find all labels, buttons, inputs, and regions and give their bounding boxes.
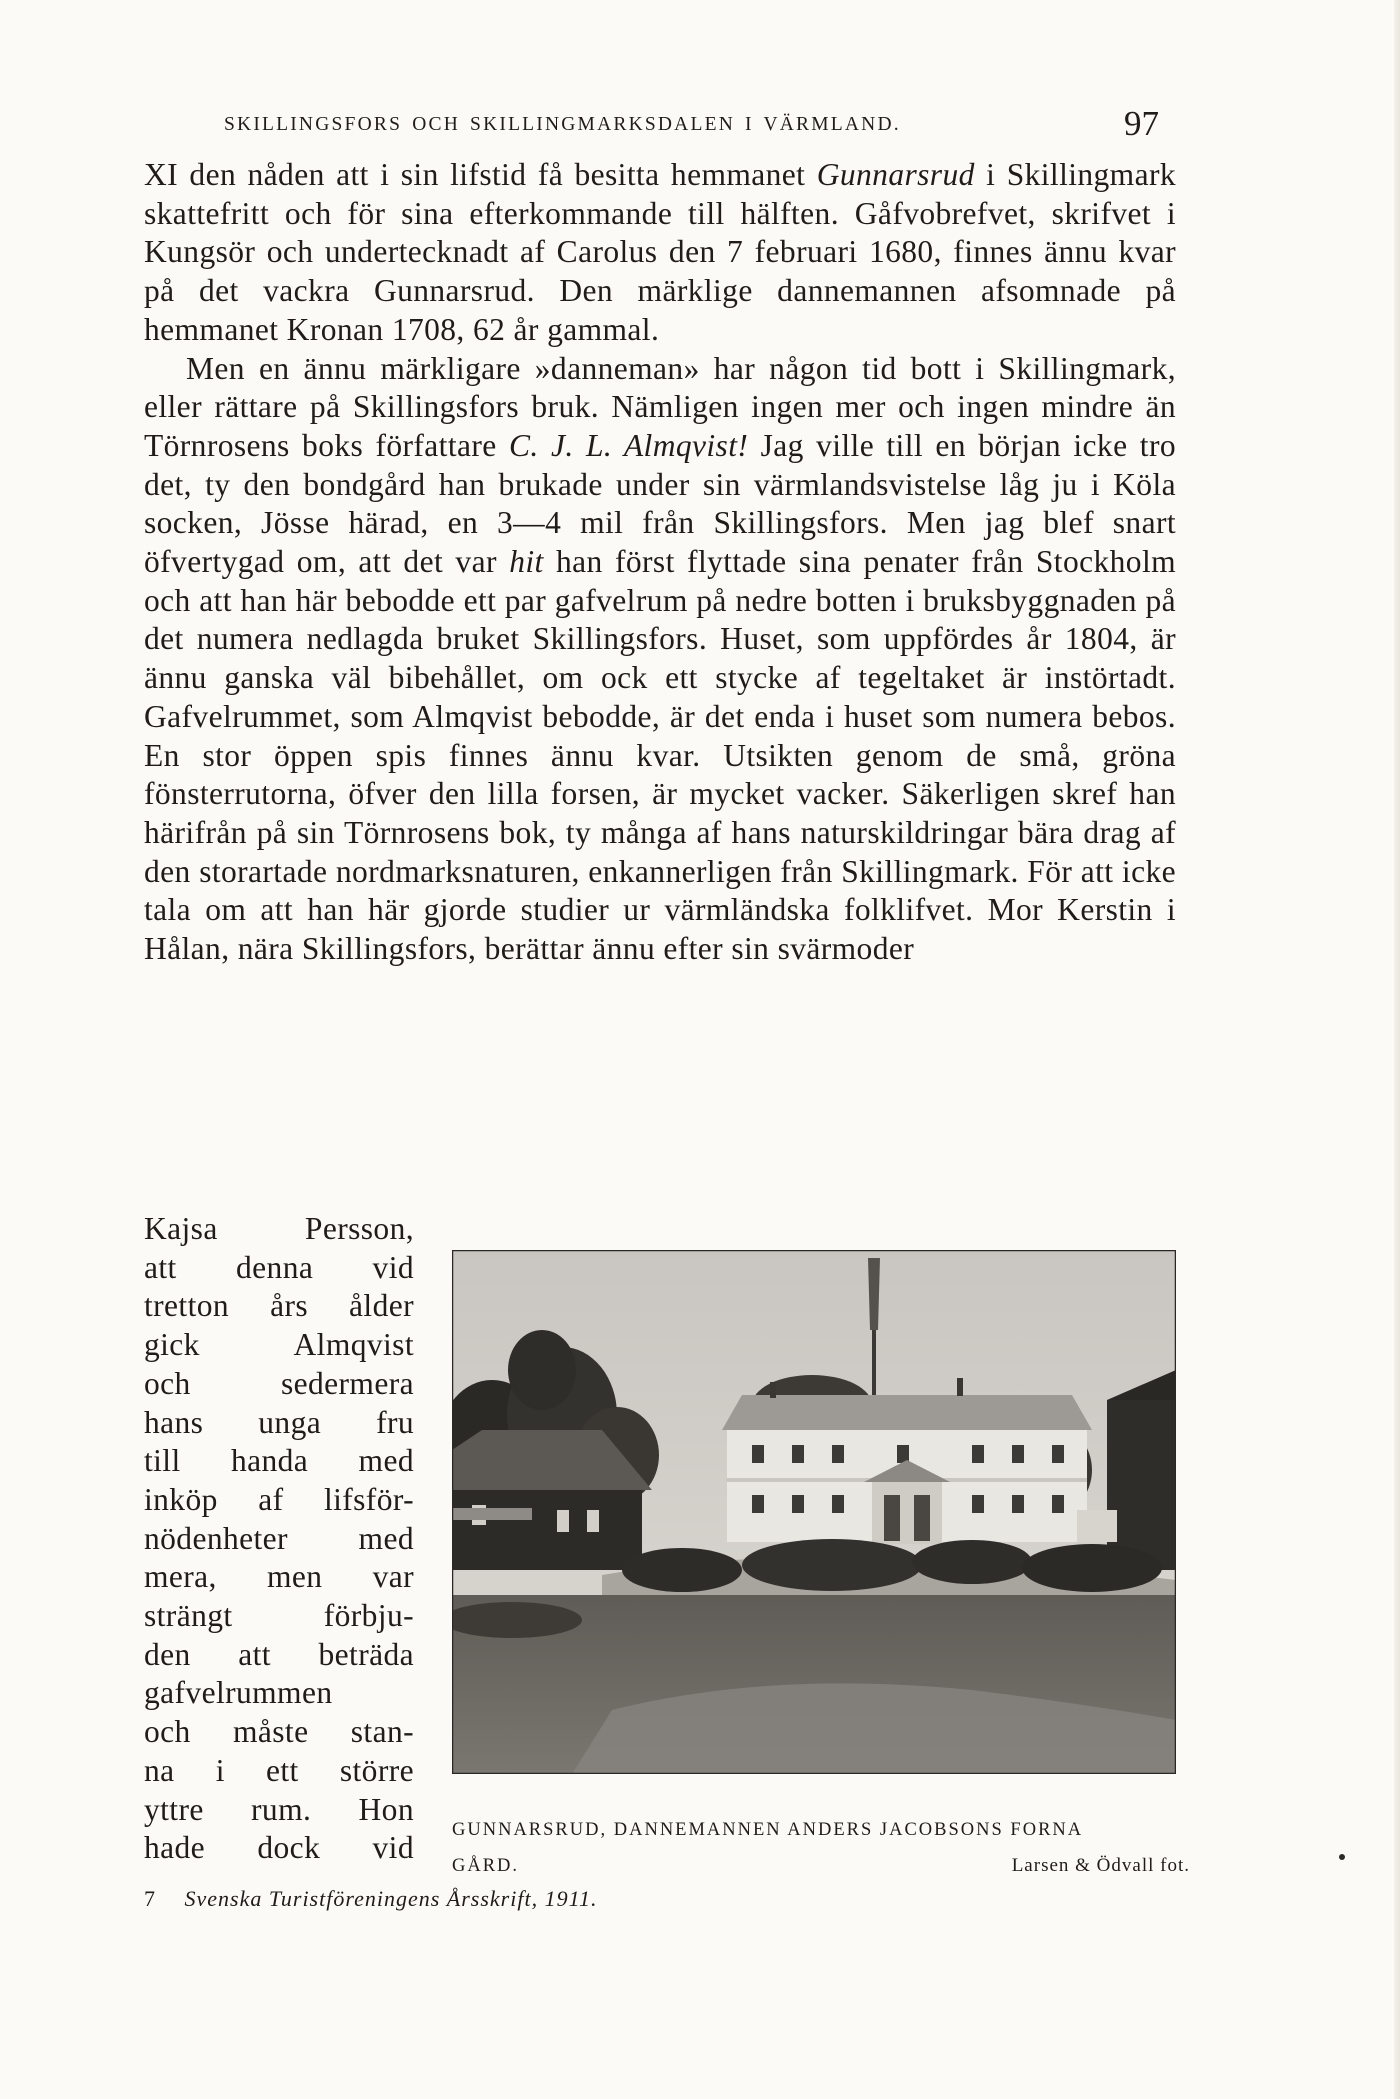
italic-author-name: C. J. L. Almqvist! xyxy=(508,427,749,463)
photo-svg xyxy=(452,1250,1176,1774)
figure-caption xyxy=(452,1812,1190,1884)
wrap-line: och sedermera xyxy=(144,1365,414,1401)
wrap-line: inköp af lifsför- xyxy=(144,1481,414,1517)
main-text xyxy=(144,156,1176,969)
page-number: 97 xyxy=(1124,104,1159,143)
wrap-line: gick Almqvist xyxy=(144,1327,414,1363)
farmhouse-photograph xyxy=(452,1250,1176,1774)
running-head xyxy=(0,104,1400,144)
ink-speck xyxy=(1339,1854,1345,1860)
italic-place-name: Gunnarsrud xyxy=(816,157,975,192)
wrap-line: den att beträda xyxy=(144,1636,414,1672)
wrap-line: att denna vid xyxy=(144,1249,414,1285)
paragraph-2 xyxy=(144,350,1176,969)
paragraph-1 xyxy=(144,156,1176,350)
wrap-line: gafvelrummen xyxy=(144,1675,333,1711)
photo-credit: Larsen & Ödvall fot. xyxy=(1011,1855,1190,1876)
wrap-line: hade dock vid xyxy=(144,1830,414,1866)
page-footer xyxy=(144,1886,597,1912)
journal-title: Svenska Turistföreningens Årsskrift, 1911. xyxy=(184,1886,598,1911)
caption-line-2 xyxy=(452,1848,1190,1884)
wrap-line: till handa med xyxy=(144,1443,414,1479)
paragraph-1-text-a: XI den nåden att i sin lifstid få besitta hemmanet xyxy=(144,157,817,192)
paragraph-2-text-a: Men en ännu märkligare »danneman» har någon tid bott i Skillingmark, eller rättare på Skillingsfors bruk. Nämligen ingen mer och ingen mindre än Törnrosens boks författare xyxy=(144,350,1176,463)
wrap-line: och måste stan- xyxy=(144,1714,414,1750)
running-title: SKILLINGSFORS OCH SKILLINGMARKSDALEN I VÄRMLAND. xyxy=(224,114,901,135)
page-edge-shadow xyxy=(1394,0,1400,2099)
wrap-line: tretton års ålder xyxy=(144,1288,414,1324)
caption-line-2-text: GÅRD. xyxy=(452,1856,520,1876)
flag xyxy=(868,1258,880,1330)
wrap-line: mera, men var xyxy=(144,1559,414,1595)
paragraph-2-text-c: han först flyttade sina penater från Stockholm och att han här bebodde ett par gafvelrum på nedre botten i bruksbyggnaden på det numera nedlagda bruket Skillingsfors. Huset, som uppfördes år 1804, är ännu ganska väl bibehållet, om ock ett stycke af tegeltaket är instörtadt. Gafvelrummet, som Almqvist bebodde, är det enda i huset som numera bebos. En stor öppen spis finnes ännu kvar. Utsikten genom de små, gröna fönsterrutorna, öfver den lilla forsen, är mycket vacker. Säkerligen skref han härifrån på sin Törnrosens bok, ty många af hans naturskildringar bära drag af den storartade nordmarksnaturen, enkannerligen från Skillingmark. För att icke tala om att han här gjorde studier ur värmländska folklifvet. Mor Kerstin i Hålan, nära Skillingsfors, berättar ännu efter sin svärmoder xyxy=(144,544,1176,967)
wrap-line: nödenheter med xyxy=(144,1520,414,1556)
italic-word-hit: hit xyxy=(509,544,544,580)
wrap-line: yttre rum. Hon xyxy=(144,1791,414,1827)
paragraph-1-text-b: i Skillingmark skattefritt och för sina efterkommande till hälften. Gåfvobrefvet, skrifvet i Kungsör och undertecknadt af Carolus den 7 februari 1680, finnes ännu kvar på det vackra Gunnarsrud. Den märklige dannemannen afsomnade på hemmanet Kronan 1708, 62 år gammal. xyxy=(144,157,1176,347)
wrap-line: Kajsa Persson, xyxy=(144,1211,414,1246)
wrap-line: strängt förbju- xyxy=(144,1598,414,1634)
caption-line-1: GUNNARSRUD, DANNEMANNEN ANDERS JACOBSONS FORNA xyxy=(452,1820,1084,1840)
signature-mark: 7 xyxy=(144,1886,156,1911)
wrap-line: na i ett större xyxy=(144,1752,414,1788)
main-house xyxy=(722,1378,1117,1544)
barn-right xyxy=(1107,1370,1176,1570)
wrap-line: hans unga fru xyxy=(144,1404,414,1440)
wrapped-column-text xyxy=(144,1210,414,1868)
paragraph-2-text-b: Jag ville till en början icke tro det, ty den bondgård han brukade under sin värmlandsvistelse låg ju i Köla socken, Jösse härad, en 3—4 mil från Skillingsfors. Men jag blef snart öfvertygad om, att det var xyxy=(144,427,1176,580)
